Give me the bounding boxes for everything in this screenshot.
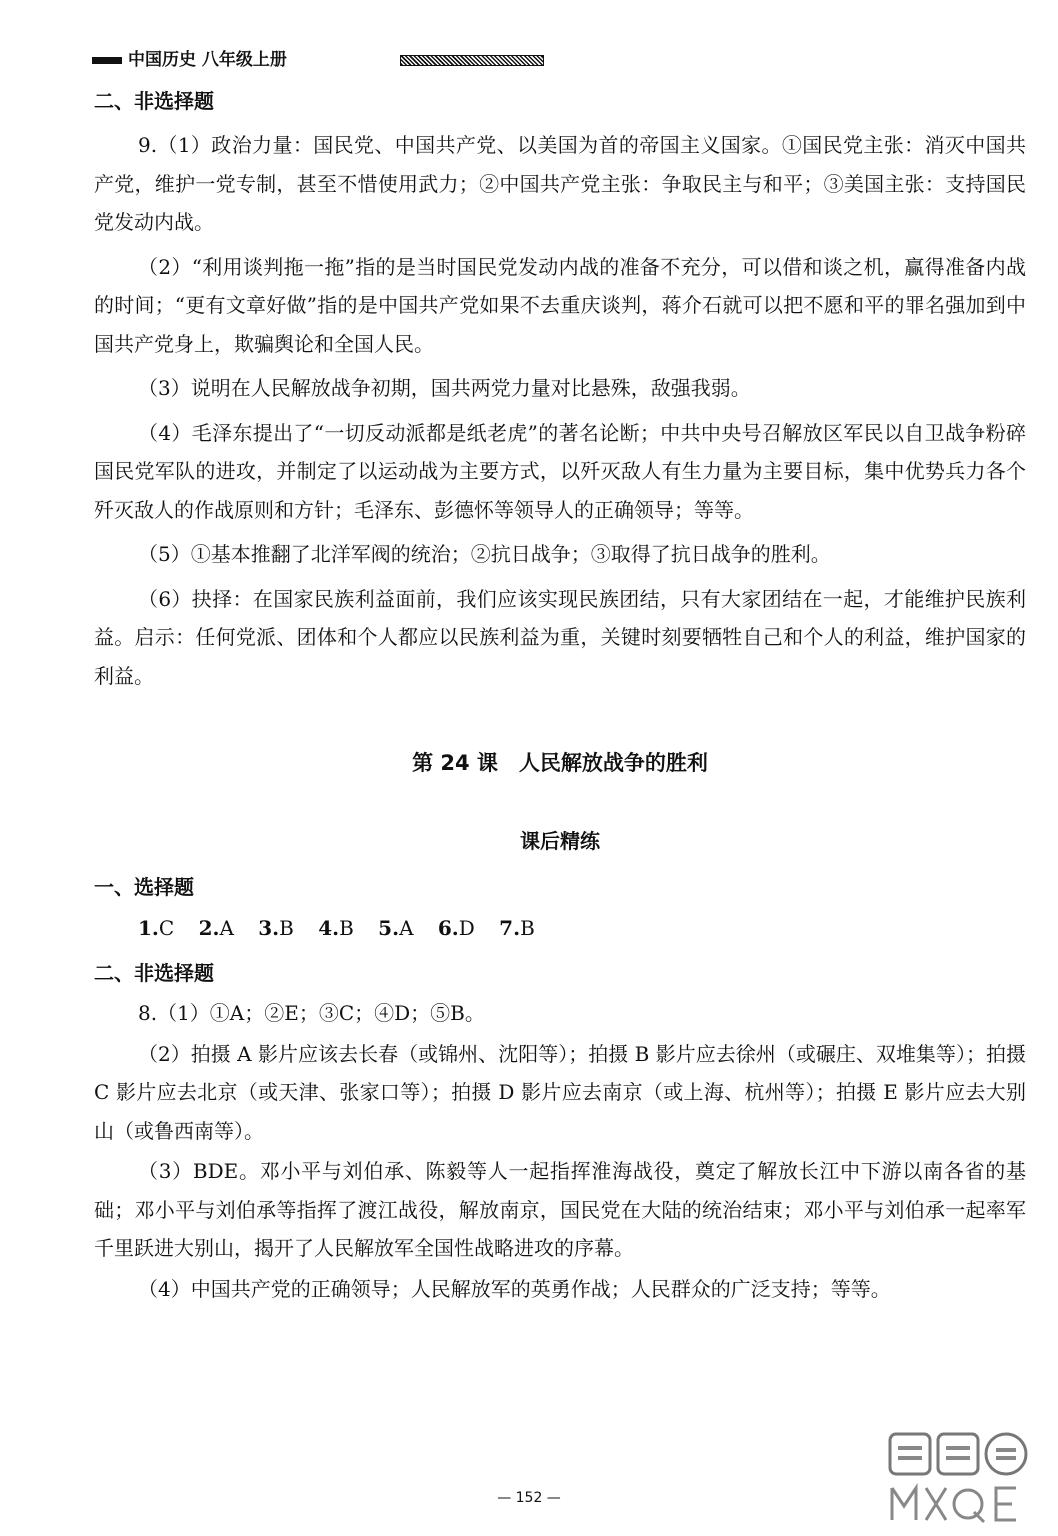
section-heading-choice: 一、选择题: [94, 875, 194, 899]
answer-paragraph: （3）说明在人民解放战争初期，国共两党力量对比悬殊，敌强我弱。: [138, 376, 751, 400]
answer-paragraph: 9.（1）政治力量：国民党、中国共产党、以美国为首的帝国主义国家。①国民党主张：消灭中国共产党，维护一党专制，甚至不惜使用武力；②中国共产党主张：争取民主与和平；③美国主张：支持国民党发动内战。: [94, 133, 1026, 234]
choice-answer-item: 3.B: [258, 916, 294, 940]
choice-answer-item: 1.C: [138, 916, 175, 940]
watermark-logo: [884, 1426, 1034, 1526]
lesson-subtitle: 课后精练: [520, 829, 600, 853]
main-content: [94, 88, 1026, 1308]
answer-paragraph: （5）①基本推翻了北洋军阀的统治；②抗日战争；③取得了抗日战争的胜利。: [138, 542, 831, 566]
header-title: 中国历史 八年级上册: [128, 50, 287, 70]
section-heading-nonchoice-1: 二、非选择题: [94, 89, 214, 113]
choice-answer-item: 4.B: [318, 916, 354, 940]
header-hatch-decoration: [400, 55, 544, 66]
running-header: [92, 48, 472, 72]
answer-paragraph: （2）“利用谈判拖一拖”指的是当时国民党发动内战的准备不充分，可以借和谈之机，赢得准备内战的时间；“更有文章好做”指的是中国共产党如果不去重庆谈判，蒋介石就可以把不愿和平的罪名强加到中国共产党身上，欺骗舆论和全国人民。: [94, 254, 1026, 356]
answer-block-q9: [94, 126, 1026, 695]
answer-paragraph: （4）毛泽东提出了“一切反动派都是纸老虎”的著名论断；中共中央号召解放区军民以自卫战争粉碎国民党军队的进攻，并制定了以运动战为主要方式，以歼灭敌人有生力量为主要目标，集中优势兵力各个歼灭敌人的作战原则和方针；毛泽东、彭德怀等领导人的正确领导；等等。: [94, 420, 1026, 522]
choice-answer-item: 2.A: [198, 916, 234, 940]
answer-paragraph: （3）BDE。邓小平与刘伯承、陈毅等人一起指挥淮海战役，奠定了解放长江中下游以南各省的基础；邓小平与刘伯承等指挥了渡江战役，解放南京，国民党在大陆的统治结束；邓小平与刘伯承一起率军千里跃进大别山，揭开了人民解放军全国性战略进攻的序幕。: [94, 1159, 1026, 1260]
choice-answer-item: 7.B: [499, 916, 535, 940]
choice-answers-list: [94, 912, 1026, 944]
answer-paragraph: （6）抉择：在国家民族利益面前，我们应该实现民族团结，只有大家团结在一起，才能维护民族利益。启示：任何党派、团体和个人都应以民族利益为重，关键时刻要牺牲自己和个人的利益，维护国家的利益。: [94, 586, 1026, 688]
choice-answer-item: 5.A: [378, 916, 414, 940]
lesson-title: 第 24 课 人民解放战争的胜利: [412, 751, 708, 775]
choice-answer-item: 6.D: [437, 916, 475, 940]
answer-paragraph: 8.（1）①A；②E；③C；④D；⑤B。: [138, 1001, 485, 1025]
header-bar-decoration: [92, 57, 122, 64]
section-heading-nonchoice-2: 二、非选择题: [94, 961, 214, 985]
answer-paragraph: （4）中国共产党的正确领导；人民解放军的英勇作战；人民群众的广泛支持；等等。: [138, 1276, 891, 1301]
answer-paragraph: （2）拍摄 A 影片应该去长春（或锦州、沈阳等）；拍摄 B 影片应去徐州（或碾庄、双堆集等）；拍摄 C 影片应去北京（或天津、张家口等）；拍摄 D 影片应去南京（或上海、杭州等）；拍摄 E 影片应去大别山（或鲁西南等）。: [94, 1041, 1026, 1143]
answer-block-q8: [94, 994, 1026, 1308]
page-number: — 152 —: [497, 1490, 561, 1506]
